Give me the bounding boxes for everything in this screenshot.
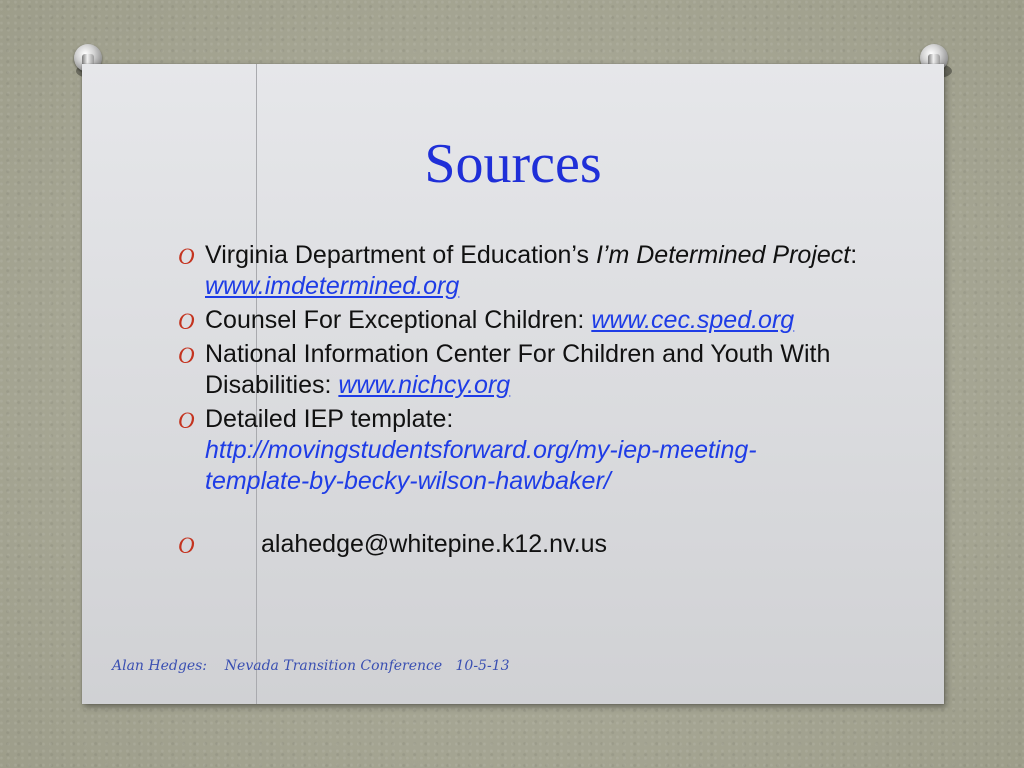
slide-paper — [82, 64, 944, 704]
bullet-marker-icon: O — [178, 309, 195, 334]
sources-list — [178, 240, 858, 563]
source-item-cec — [178, 305, 858, 336]
bullet-marker-icon: O — [178, 343, 195, 368]
source-text: Detailed IEP template: — [205, 405, 454, 433]
bullet-marker-icon: O — [178, 533, 195, 558]
link-imdetermined[interactable]: www.imdetermined.org — [205, 272, 460, 300]
bullet-marker-icon: O — [178, 408, 195, 433]
link-iep-template[interactable]: http://movingstudentsforward.org/my-iep-meeting-template-by-becky-wilson-hawbaker/ — [205, 436, 757, 495]
source-text: Virginia Department of Education’s — [205, 241, 596, 269]
source-text: National Information Center For Children and Youth With Disabilities: — [205, 340, 831, 399]
contact-email-item — [178, 529, 858, 560]
link-cec[interactable]: www.cec.sped.org — [591, 306, 795, 334]
project-name: I’m Determined Project — [595, 241, 851, 269]
separator: : — [850, 241, 858, 269]
link-nichcy[interactable]: www.nichcy.org — [338, 371, 511, 399]
source-text: Counsel For Exceptional Children: — [205, 306, 592, 334]
source-item-nichcy — [178, 339, 858, 401]
bullet-marker-icon: O — [178, 244, 195, 269]
contact-email: alahedge@whitepine.k12.nv.us — [261, 530, 607, 558]
slide-title: Sources — [424, 133, 602, 195]
source-item-iep-template — [178, 404, 858, 497]
slide-footer: Alan Hedges: Nevada Transition Conference 10-5-13 — [112, 658, 510, 674]
source-item-virginia — [178, 240, 858, 302]
